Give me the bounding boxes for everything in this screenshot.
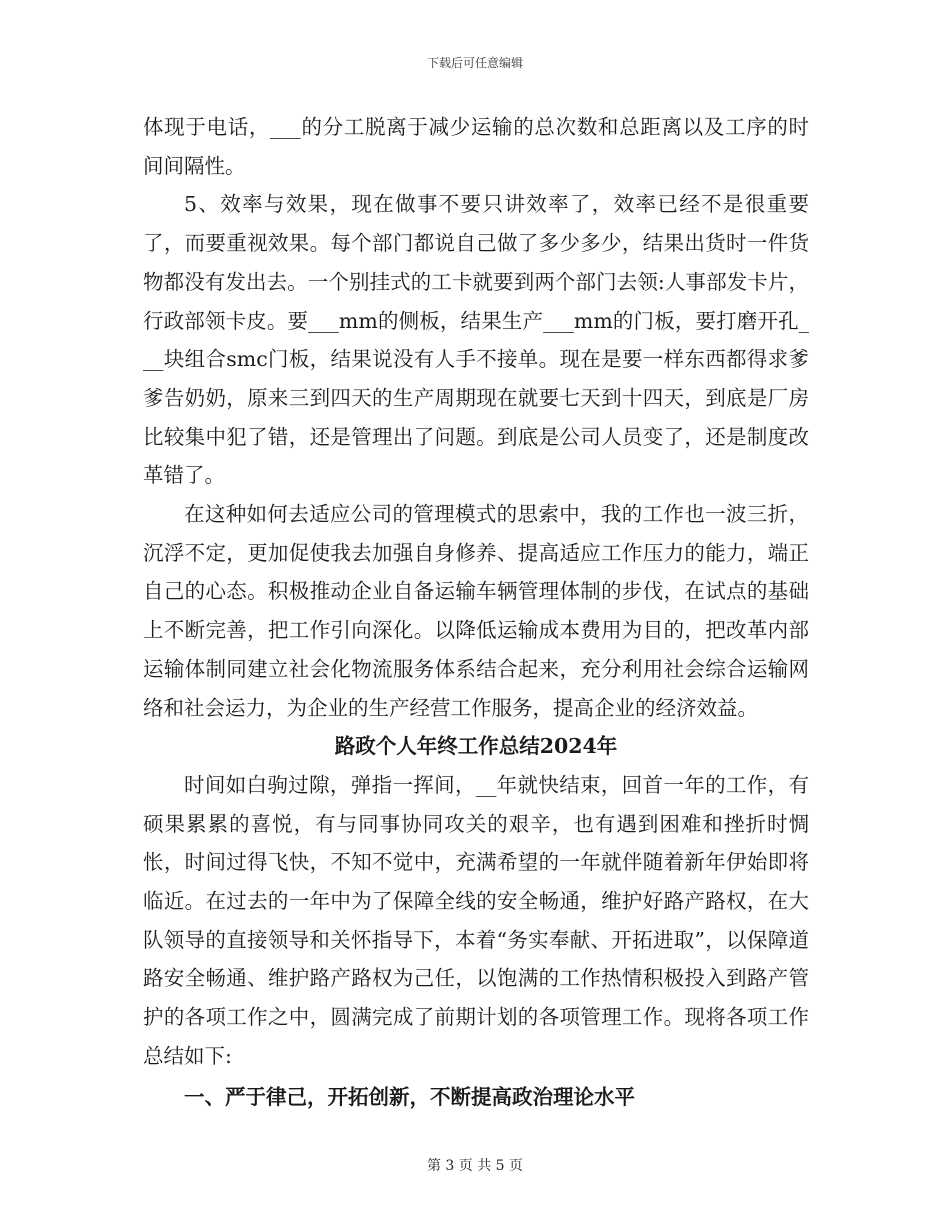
paragraph-management-reflection: 在这种如何去适应公司的管理模式的思索中，我的工作也一波三折，沉浮不定，更加促使我去加强自身修养、提高适应工作压力的能力，端正自己的心态。积极推动企业自备运输车辆管理体制的步伐，在试点的基础上不断完善，把工作引向深化。以降低运输成本费用为目的，把改革内部运输体制同建立社会化物流服务体系结合起来，充分利用社会综合运输网络和社会运力，为企业的生产经营工作服务，提高企业的经济效益。 <box>143 502 809 720</box>
paragraph-efficiency: 5、效率与效果，现在做事不要只讲效率了，效率已经不是很重要了，而要重视效果。每个部门都说自己做了多少多少，结果出货时一件货物都没有发出去。一个别挂式的工卡就要到两个部门去领:人事部发卡片，行政部领卡皮。要___mm的侧板，结果生产___mm的门板，要打磨开孔___块组合smc门板，结果说没有人手不接单。现在是要一样东西都得求爹爹告奶奶，原来三到四天的生产周期现在就要七天到十四天，到底是厂房比较集中犯了错，还是管理出了问题。到底是公司人员变了，还是制度改革错了。 <box>143 192 809 488</box>
page-number: 第 3 页 共 5 页 <box>426 1158 524 1174</box>
section-heading-1: 一、严于律己，开拓创新，不断提高政治理论水平 <box>184 1084 635 1109</box>
page-header-note: 下载后可任意编辑 <box>426 56 523 70</box>
document-body <box>143 108 809 1116</box>
section-title: 路政个人年终工作总结2024年 <box>334 734 618 759</box>
paragraph-continuation: 体现于电话，___的分工脱离于减少运输的总次数和总距离以及工序的时间间隔性。 <box>143 115 809 178</box>
paragraph-intro: 时间如白驹过隙，弹指一挥间，__年就快结束，回首一年的工作，有硕果累累的喜悦，有与同事协同攻关的艰辛，也有遇到困难和挫折时惆怅，时间过得飞快，不知不觉中，充满希望的一年就伴随着新年伊始即将临近。在过去的一年中为了保障全线的安全畅通，维护好路产路权，在大队领导的直接领导和关怀指导下，本着“务实奉献、开拓进取”，以保障道路安全畅通、维护路产路权为己任，以饱满的工作热情积极投入到路产管护的各项工作之中，圆满完成了前期计划的各项管理工作。现将各项工作总结如下: <box>143 772 809 1068</box>
